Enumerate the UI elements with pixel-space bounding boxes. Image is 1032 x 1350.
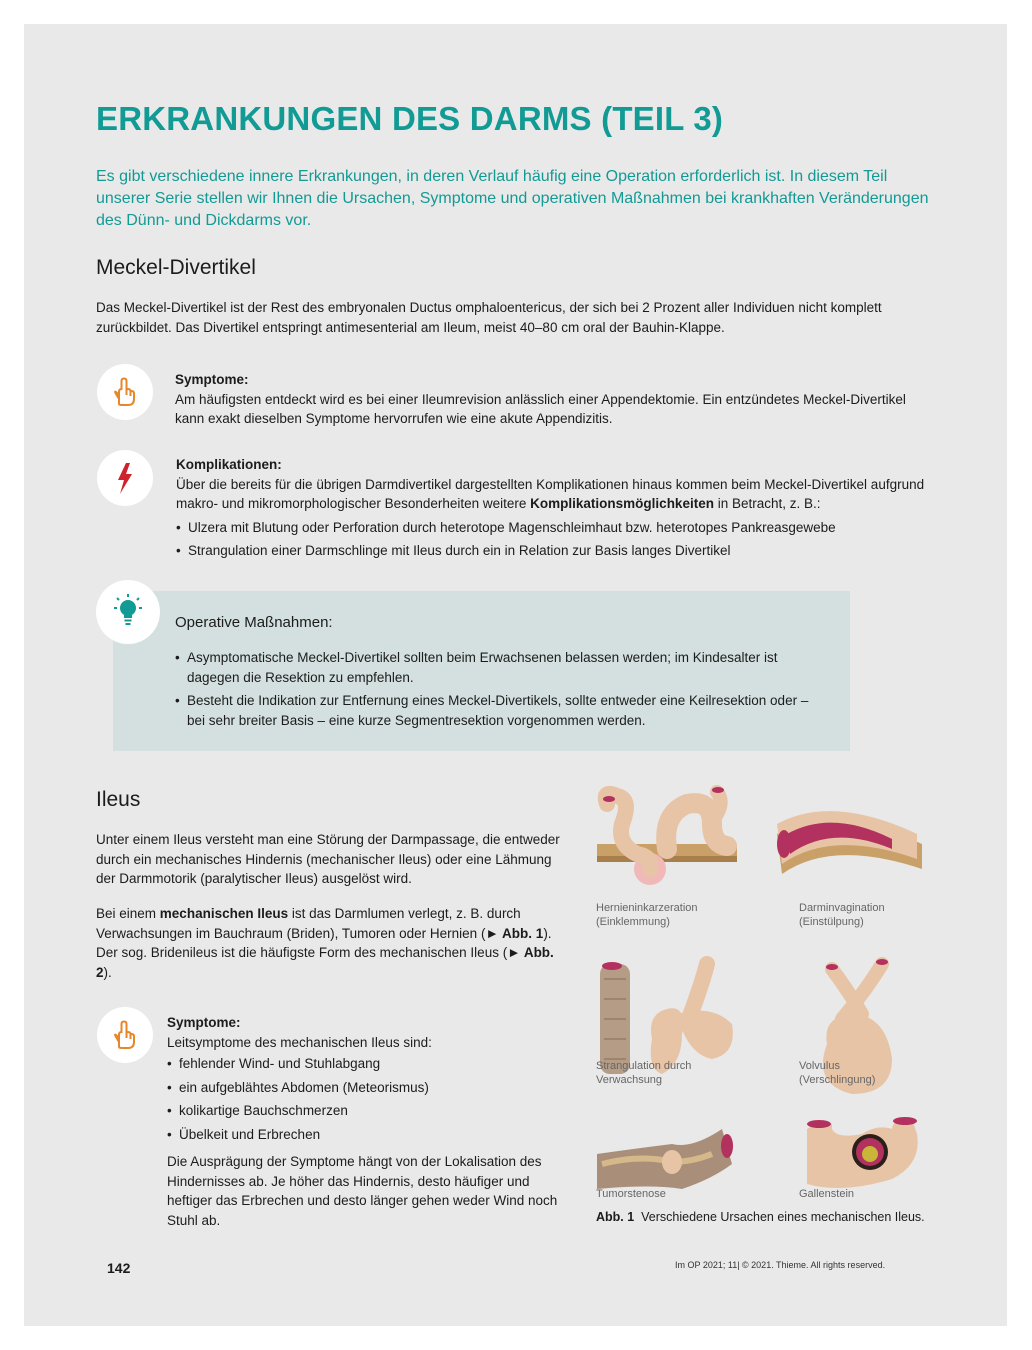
lightning-icon: [97, 450, 153, 506]
komplikationen-label: Komplikationen:: [176, 457, 282, 472]
hand-icon: [97, 1007, 153, 1063]
operative-list: [175, 648, 830, 734]
symptome-icon-circle: [97, 364, 153, 420]
komplikationen-text-before: Über die bereits für die übrigen Darmdivertikel dargestellten Komplikationen hinaus kommen beim Meckel-Divertikel aufgrund makro- und mikromorphologischer Besonderheiten weitere: [176, 476, 925, 511]
figure-caption: [596, 1210, 925, 1224]
ileus-p2-b: ist das Darmlumen verlegt, z. B. durch Verwachsungen im Bauchraum (Briden), Tumoren oder Hernien (: [96, 906, 521, 941]
ileus-p2-a: Bei einem: [96, 906, 160, 921]
abb1-reference[interactable]: ► Abb. 1: [485, 925, 544, 941]
lightbulb-icon: [96, 580, 160, 644]
ileus-paragraph-2: [96, 904, 571, 982]
figure-caption-label: Abb. 1: [596, 1210, 635, 1224]
ileus-symptome-lead: Leitsymptome des mechanischen Ileus sind:: [167, 1034, 432, 1050]
meckel-symptome-label: Symptome:: [175, 372, 249, 387]
gallenstein-illustration: [807, 1117, 918, 1188]
fig-caption-1: Hernieninkarzeration (Einklemmung): [596, 902, 698, 928]
list-item: • ein aufgeblähtes Abdomen (Meteorismus): [167, 1078, 567, 1098]
footer-citation: Im OP 2021; 11| © 2021. Thieme. All rights reserved.: [675, 1260, 886, 1270]
fig-caption-6: Gallenstein: [799, 1188, 855, 1200]
komplikationen-icon-circle: [97, 450, 153, 506]
list-item: • Asymptomatische Meckel-Divertikel sollten beim Erwachsenen belassen werden; im Kindesalter ist dagegen die Resektion zu empfehlen.: [175, 648, 830, 687]
tumorstenose-illustration: [597, 1129, 733, 1189]
ileus-symptome-icon-circle: [97, 1007, 153, 1063]
figure-caption-text: Verschiedene Ursachen eines mechanischen Ileus.: [641, 1210, 925, 1224]
ileus-symptome-list: [167, 1054, 567, 1144]
intro-text: Es gibt verschiedene innere Erkrankungen, in deren Verlauf häufig eine Operation erforderlich ist. In diesem Teil unserer Serie stellen wir Ihnen die Ursachen, Symptome und operativen Maßnahmen bei krankhaften Veränderungen des Dünn- und Dickdarms vor.: [96, 168, 929, 229]
komplikationen-list: [176, 518, 936, 561]
operative-title: Operative Maßnahmen:: [175, 614, 333, 631]
meckel-symptome-text: Am häufigsten entdeckt wird es bei einer Ileumrevision anlässlich einer Appendektomie. Ein entzündetes Meckel-Divertikel kann exakt dieselben Symptome hervorrufen wie eine akute Appendizitis.: [175, 391, 906, 426]
hernieninkarzeration-illustration: [597, 787, 737, 885]
ileus-symptome-block: [167, 1013, 567, 1230]
list-item: • Ulzera mit Blutung oder Perforation durch heterotope Magenschleimhaut bzw. heterotopes Pankreasgewebe: [176, 518, 936, 538]
komplikationen-text-after: in Betracht, z. B.:: [713, 496, 821, 511]
fig-caption-3: Strangulation durch Verwachsung: [596, 1060, 692, 1086]
operative-icon-circle: [96, 580, 160, 644]
list-item: • Übelkeit und Erbrechen: [167, 1125, 567, 1145]
list-item: • Besteht die Indikation zur Entfernung eines Meckel-Divertikels, sollte entweder eine Keilresektion oder – bei sehr breiter Basis – eine kurze Segmentresektion vorgenommen werden.: [175, 691, 830, 730]
strangulation-illustration: [600, 962, 733, 1074]
ileus-paragraph-1: Unter einem Ileus versteht man eine Störung der Darmpassage, die entweder durch ein mechanisches Hindernis (mechanischer Ileus) oder eine Lähmung der Darmmotorik (paralytischer Ileus) ausgelöst wird.: [96, 832, 560, 886]
komplikationen-text-bold: Komplikationsmöglichkeiten: [530, 496, 714, 511]
document-page: [24, 24, 1007, 1326]
meckel-symptome-block: [175, 370, 935, 429]
abb2-reference[interactable]: ► Abb. 2: [96, 945, 554, 980]
ileus-heading: Ileus: [96, 788, 141, 811]
ileus-causes-illustration: [592, 784, 922, 1204]
list-item: • kolikartige Bauchschmerzen: [167, 1101, 567, 1121]
ileus-p2-bold: mechanischen Ileus: [159, 906, 289, 921]
ileus-p2-d: ).: [103, 964, 112, 980]
list-item: • fehlender Wind- und Stuhlabgang: [167, 1054, 567, 1074]
fig-caption-5: Tumorstenose: [596, 1188, 666, 1200]
meckel-komplikationen-block: [176, 455, 936, 565]
page-number: 142: [107, 1260, 131, 1276]
fig-caption-4: Volvulus (Verschlingung): [799, 1060, 876, 1086]
ileus-p2-c: ). Der sog. Bridenileus ist die häufigste Form des mechanischen Ileus (: [96, 925, 552, 960]
ileus-symptome-label: Symptome:: [167, 1015, 241, 1030]
meckel-text: Das Meckel-Divertikel ist der Rest des embryonalen Ductus omphaloentericus, der sich bei 2 Prozent aller Individuen nicht komplett zurückbildet. Das Divertikel entspringt antimesenterial am Ileum, meist 40–80 cm oral der Bauhin-Klappe.: [96, 300, 882, 335]
ileus-symptome-closing: Die Ausprägung der Symptome hängt von der Lokalisation des Hindernisses ab. Je höher das Hindernis, desto häufiger und heftiger das Erbrechen und desto länger gehen weder Wind noch Stuhl ab.: [167, 1154, 558, 1228]
hand-icon: [97, 364, 153, 420]
darminvagination-illustration: [777, 811, 922, 874]
page-title: ERKRANKUNGEN DES DARMS (TEIL 3): [96, 100, 724, 137]
fig-caption-2: Darminvagination (Einstülpung): [799, 902, 885, 928]
meckel-heading: Meckel-Divertikel: [96, 256, 256, 279]
list-item: • Strangulation einer Darmschlinge mit Ileus durch ein in Relation zur Basis langes Divertikel: [176, 541, 936, 561]
